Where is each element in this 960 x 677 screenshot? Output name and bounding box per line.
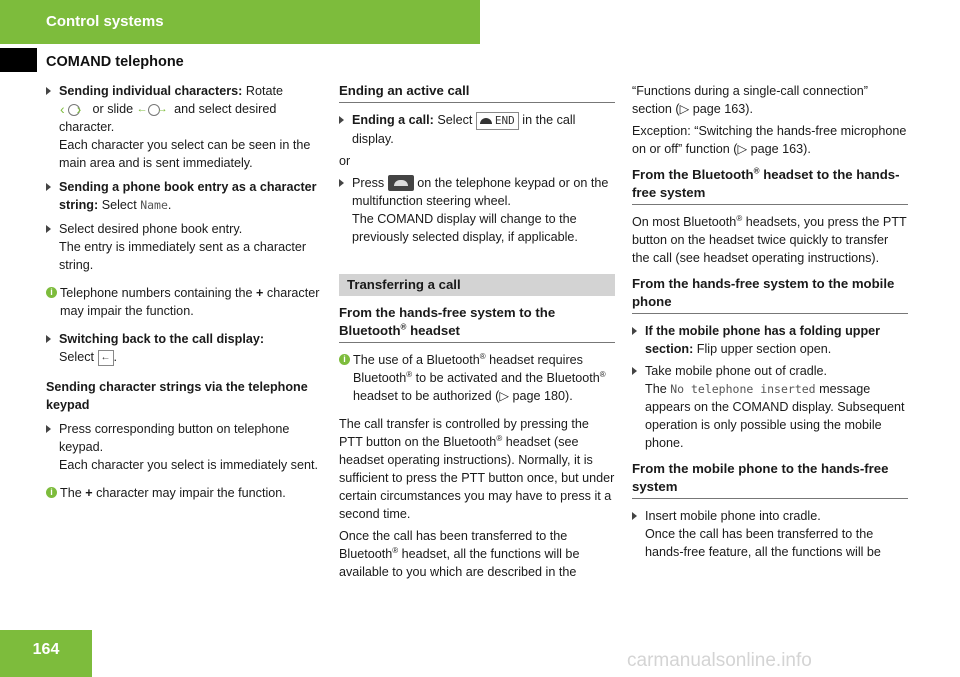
bullet-arrow-icon: [339, 179, 344, 187]
heading-keypad: Sending character strings via the telephone keypad: [46, 380, 308, 412]
instruction-sending-characters: Sending individual characters: Rotate ‹› or slide ← → and select desired character. Each character you select can be seen in the main area and is sent immediately.: [46, 82, 324, 172]
column-right: [632, 82, 908, 565]
slide-controller-icon: [137, 103, 171, 117]
back-arrow-icon: ←: [98, 350, 114, 366]
instruction-take-phone-out: Take mobile phone out of cradle. The No telephone inserted message appears on the COMAND display. Subsequent operation is only possible using the mobile phone.: [632, 362, 908, 452]
section-band-transferring: Transferring a call: [339, 274, 615, 296]
heading-ending-call: Ending an active call: [339, 82, 615, 103]
info-note-bluetooth: i The use of a Bluetooth® headset requires Bluetooth® to be activated and the Bluetooth® headset to be authorized (▷ page 180).: [339, 351, 615, 405]
paragraph-exception: Exception: “Switching the hands-free microphone on or off” function (▷ page 163).: [632, 124, 907, 156]
header-marker: [0, 48, 37, 72]
bullet-arrow-icon: [339, 116, 344, 124]
paragraph-ptt: The call transfer is controlled by pressing the PTT button on the Bluetooth® headset (see headset operating instructions). Normally, it is sufficient to press the PTT button once, but under certain circumstances you may have to press it a second time.: [339, 416, 615, 521]
bullet-arrow-icon: [46, 335, 51, 343]
heading-to-hands-free: From the Bluetooth® headset to the hands-free system: [632, 166, 908, 205]
paragraph-functions-ref: “Functions during a single-call connection” section (▷ page 163).: [632, 84, 868, 116]
instruction-select-entry: Select desired phone book entry. The entry is immediately sent as a character string.: [46, 220, 324, 274]
paragraph-ptt-twice: On most Bluetooth® headsets, you press the PTT button on the headset twice quickly to transfer the call (see headset operating instructions).: [632, 213, 907, 265]
column-middle: [339, 82, 615, 585]
watermark: carmanualsonline.info: [627, 650, 812, 671]
heading-to-mobile: From the hands-free system to the mobile phone: [632, 275, 908, 314]
end-call-icon: END: [476, 112, 519, 130]
section-title: Control systems: [46, 13, 164, 30]
info-icon: i: [339, 354, 350, 365]
bullet-arrow-icon: [46, 183, 51, 191]
instruction-press-end: Press on the telephone keypad or on the multifunction steering wheel. The COMAND display will change to the previously selected display, if applicable.: [339, 174, 615, 246]
bullet-arrow-icon: [46, 425, 51, 433]
column-left: [46, 82, 324, 512]
bullet-arrow-icon: [632, 367, 637, 375]
instruction-press-keypad: Press corresponding button on telephone keypad. Each character you select is immediately sent.: [46, 420, 324, 474]
handset-icon: [480, 118, 492, 124]
subsection-title: COMAND telephone: [46, 54, 184, 70]
paragraph-transferred: Once the call has been transferred to the Bluetooth® headset, all the functions will be available to you which are described in the: [339, 528, 580, 579]
info-note-plus-char: i The + character may impair the function.: [46, 484, 324, 502]
page-number: 164: [32, 641, 60, 658]
hang-up-button-icon: [388, 175, 414, 191]
info-icon: i: [46, 487, 57, 498]
instruction-ending-call: Ending a call: Select END in the call display.: [339, 111, 615, 148]
display-text-no-telephone: No telephone inserted: [670, 382, 816, 396]
bullet-arrow-icon: [46, 225, 51, 233]
heading-to-hands-free-system: From the mobile phone to the hands-free system: [632, 460, 908, 499]
bullet-arrow-icon: [632, 512, 637, 520]
instruction-phonebook-entry: Sending a phone book entry as a character string: Select Name.: [46, 178, 324, 214]
info-icon: i: [46, 287, 57, 298]
instruction-insert-phone: Insert mobile phone into cradle. Once the call has been transferred to the hands-free feature, all the functions will be: [632, 507, 908, 561]
or-text: or: [339, 153, 351, 168]
instruction-folding-phone: If the mobile phone has a folding upper section: Flip upper section open.: [632, 322, 908, 358]
heading-to-bluetooth: From the hands-free system to the Bluetooth® headset: [339, 304, 615, 343]
info-note-plus-number: i Telephone numbers containing the + character may impair the function.: [46, 284, 324, 320]
bullet-arrow-icon: [632, 327, 637, 335]
rotate-controller-icon: [59, 103, 89, 117]
display-text-name: Name: [140, 198, 168, 212]
instruction-switch-back: Switching back to the call display: Select ← .: [46, 330, 324, 366]
bullet-arrow-icon: [46, 87, 51, 95]
